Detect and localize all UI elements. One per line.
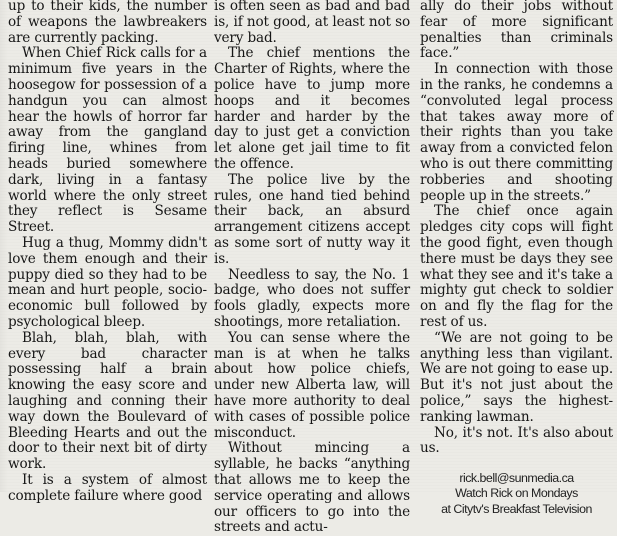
paragraph: The chief mentions the Charter of Rights, where the police have to jump more hoops and it becomes harder and harder by the day to just get a conviction let alone get jail time to fit the offence. [214, 45, 410, 172]
paragraph: Hug a thug, Mommy didn't love them enough and their puppy died so they had to be mean and hurt people, socio-economic bull followed by psychological bleep. [8, 234, 207, 330]
paragraph: Needless to say, the No. 1 badge, who does not suffer fools gladly, expects more shootings, more retaliation. [214, 266, 410, 330]
paragraph: “We are not going to be anything less than vigilant. We are not going to ease up. But it's not just about the police,” says the highest-ranking lawman. [420, 329, 613, 425]
paragraph: The chief once again pledges city cops will fight the good fight, even though there must be days they see what they see and it's take a mighty gut check to soldier on and fly the flag for the rest of us. [420, 203, 613, 330]
tv-show-line: at Citytv's Breakfast Television [441, 501, 592, 516]
article-column-3 [420, 0, 613, 516]
article-column-2 [214, 0, 410, 536]
paragraph: is often seen as bad and bad is, if not good, at least not so very bad. [214, 0, 410, 46]
paragraph: Blah, blah, blah, with every bad character possessing half a brain knowing the easy score and laughing and conning their way down the Boulevard of Bleeding Hearts and out the door to their next bit of dirty work. [8, 329, 207, 473]
paragraph: It is a system of almost complete failure where good [8, 471, 207, 504]
paragraph: In connection with those in the ranks, he condemns a “convoluted legal process that takes away more of their rights than you take away from a convicted felon who is out there committing robberies and shooting people up in the streets.” [420, 61, 613, 204]
paragraph: When Chief Rick calls for a minimum five years in the hoosegow for possession of a handgun you can almost hear the howls of horror far away from the gangland firing line, whines from heads buried somewhere dark, living in a fantasy world where the only street they reflect is Sesame Street. [8, 45, 207, 236]
tv-schedule-line: Watch Rick on Mondays [455, 486, 578, 501]
paragraph: Without mincing a syllable, he backs “anything that allows me to keep the service operating and allows our officers to go into the streets and actu- [214, 440, 410, 536]
paragraph: up to their kids, the number of weapons the lawbreakers are currently packing. [8, 0, 207, 46]
article-column-1 [8, 0, 207, 504]
paragraph: The police live by the rules, one hand tied behind their back, an absurd arrangement citizens accept as some sort of nutty way it is. [214, 171, 410, 267]
paragraph: No, it's not. It's also about us. [420, 424, 613, 457]
author-email: rick.bell@sunmedia.ca [459, 471, 574, 486]
paragraph: You can sense where the man is at when he talks about how police chiefs, under new Alberta law, will have more authority to deal with cases of possible police misconduct. [214, 329, 410, 441]
author-signature [420, 471, 613, 517]
paragraph: ally do their jobs without fear of more significant penalties than criminals face.” [420, 0, 613, 62]
